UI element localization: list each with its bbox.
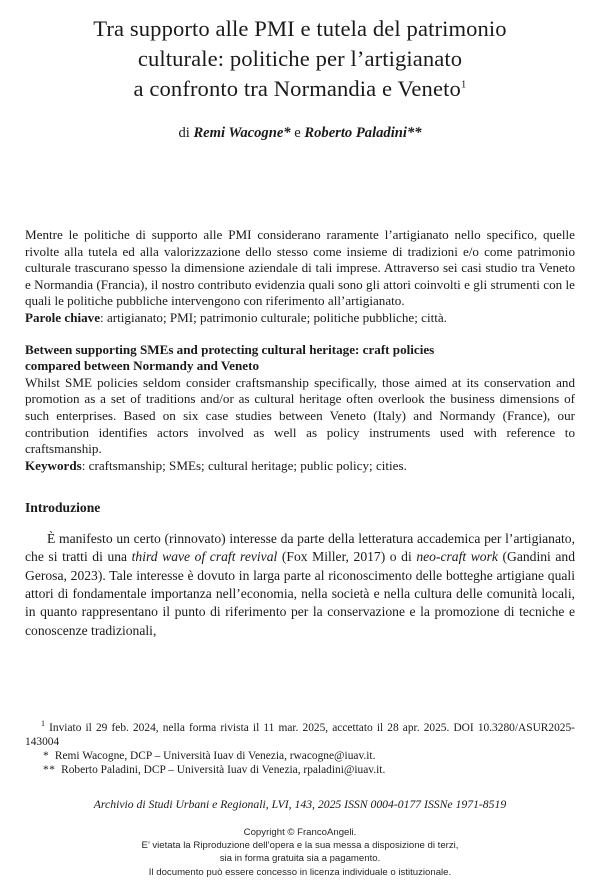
keywords-label-english: Keywords — [25, 457, 82, 473]
byline-conjunction: e — [290, 125, 305, 141]
footnote-1-marker: 1 — [41, 719, 45, 729]
affiliation-2-marker: ** — [43, 763, 56, 776]
title-line-2: culturale: politiche per l’artigianato — [137, 46, 463, 71]
copyright-line-4: Il documento può essere concesso in licenza individuale o istituzionale. — [148, 866, 452, 878]
footnote-1-text: Inviato il 29 feb. 2024, nella forma rivista il 11 mar. 2025, accettato il 28 apr. 2025. — [49, 722, 450, 734]
footnotes-block — [25, 719, 575, 778]
title-line-3 — [25, 74, 575, 104]
footnote-1-doi: DOI 10.3280/ASUR2025-143004 — [25, 722, 575, 748]
page-title — [25, 0, 575, 104]
paragraph-segment-2: (Fox Miller, 2017) o di — [277, 549, 417, 565]
copyright-line-1: Copyright © FrancoAngeli. — [243, 827, 357, 838]
title-line-3-text: a confronto tra Normandia e Veneto — [133, 76, 461, 101]
affiliation-1-text: Remi Wacogne, DCP – Università Iuav di Venezia, rwacogne@iuav.it. — [54, 749, 376, 762]
title-footnote-marker: 1 — [460, 78, 467, 91]
byline-author-1: Remi Wacogne* — [193, 125, 291, 141]
byline — [25, 123, 575, 143]
abstract-english-body: Whilst SME policies seldom consider craftsmanship specifically, those aimed at its conservation and promotion as a set of traditions and/or as cultural heritage often overlook the business dimensions of such enterprises. Based on six case studies between Veneto (Italy) and Normandy (France), our contribution identifies actors involved as well as policy instruments used with reference to craftsmanship. — [25, 374, 575, 457]
byline-prefix: di — [178, 125, 194, 141]
paragraph-italic-1: third wave of craft revival — [131, 549, 278, 565]
title-line-1: Tra supporto alle PMI e tutela del patrimonio — [93, 16, 507, 41]
abstract-italian-body: Mentre le politiche di supporto alle PMI considerano raramente l’artigianato nello specifico, quelle rivolte alla tutela ed alla valorizzazione dello stesso come insieme di tradizioni e/o come patrimonio culturale trascurano spesso la dimensione aziendale di tali imprese. Attraverso sei casi studio tra Veneto e Normandia (Francia), il nostro contributo evidenzia quali sono gli attori coinvolti e gli strumenti con le quali le politiche pubbliche intervengono con riferimento all’artigianato. — [25, 227, 575, 309]
copyright-line-3: sia in forma gratuita sia a pagamento. — [219, 853, 381, 865]
affiliation-1-marker: * — [43, 749, 50, 762]
affiliation-2 — [25, 764, 575, 778]
paragraph-segment-3: (Gandini and Gerosa, 2023). Tale interesse è dovuto in larga parte al riconoscimento delle botteghe artigiane quali attori di fondamentale importanza nell’economia, nella società e nella cultura delle comunità locali, in quanto rappresentano il punto di riferimento per la conservazione e la promozione di tecniche e conoscenze tradizionali, — [25, 549, 575, 638]
paragraph-segment-1: È manifesto un certo (rinnovato) interesse da parte della letteratura accademica per l’artigianato, che si tratti di una — [25, 531, 575, 565]
keywords-label-italian: Parole chiave — [25, 309, 101, 325]
abstract-english-title-line-2: compared between Normandy and Veneto — [25, 358, 259, 374]
section-paragraph — [25, 530, 575, 640]
paragraph-italic-2: neo-craft work — [416, 549, 498, 565]
copyright-line-2: E’ vietata la Riproduzione dell’opera e la sua messa a disposizione di terzi, — [141, 840, 459, 852]
abstract-english-title-line-1: Between supporting SMEs and protecting cultural heritage: craft policies — [25, 341, 435, 357]
keywords-separator-italian: : — [100, 309, 107, 325]
keywords-value-italian: artigianato; PMI; patrimonio culturale; politiche pubbliche; città. — [106, 309, 447, 325]
affiliation-1 — [25, 750, 575, 764]
keywords-separator-english: : — [81, 457, 89, 473]
byline-author-2: Roberto Paladini** — [304, 125, 422, 141]
section-heading-introduzione: Introduzione — [25, 500, 101, 516]
affiliation-2-text: Roberto Paladini, DCP – Università Iuav di Venezia, rpaladini@iuav.it. — [61, 763, 386, 776]
footnote-1 — [25, 719, 575, 750]
copyright-notice — [0, 826, 600, 879]
abstract-english — [25, 342, 575, 474]
abstract-italian — [25, 227, 575, 326]
journal-citation-line: Archivio di Studi Urbani e Regionali, LVI, 143, 2025 ISSN 0004-0177 ISSNe 1971-8519 — [93, 798, 507, 811]
keywords-value-english: craftsmanship; SMEs; cultural heritage; public policy; cities. — [88, 457, 407, 473]
